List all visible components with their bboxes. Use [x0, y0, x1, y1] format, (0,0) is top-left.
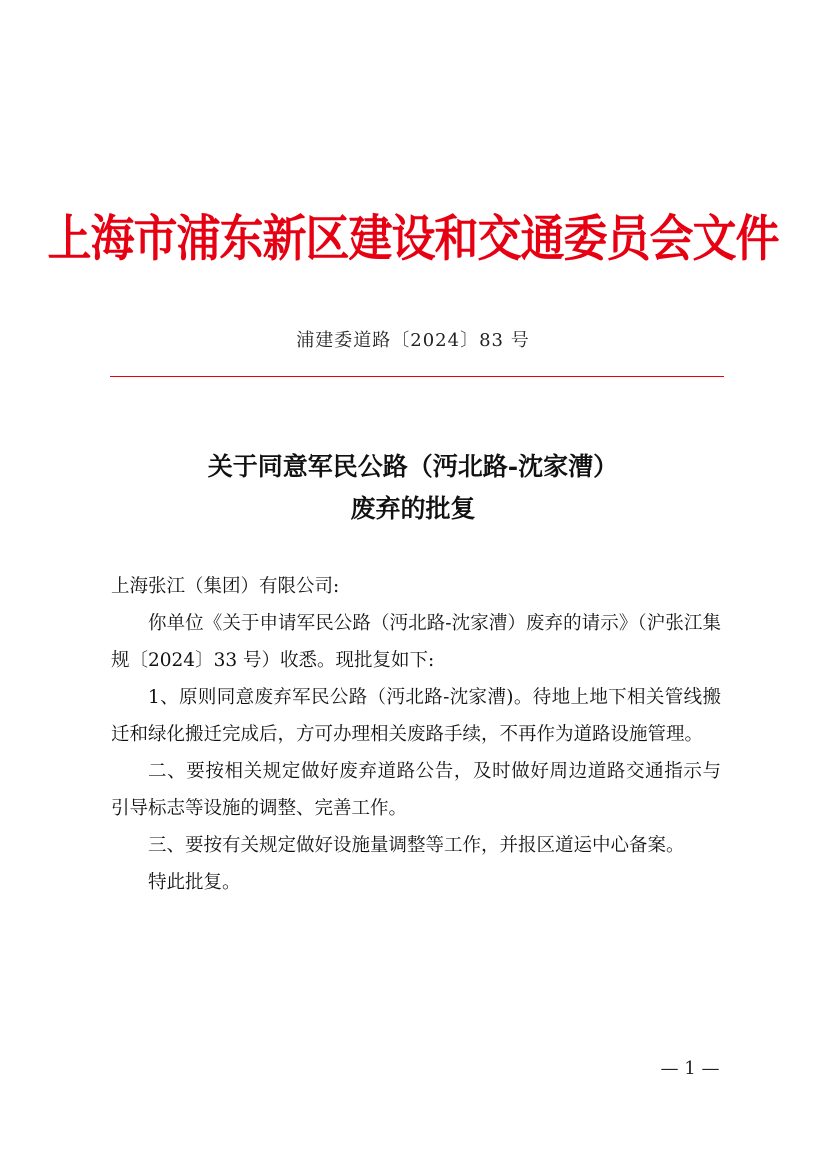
body-paragraph-item-1: 1、原则同意废弃军民公路（沔北路-沈家漕)。待地上地下相关管线搬迁和绿化搬迁完成后，方可办理相关废路手续，不再作为道路设施管理。 [111, 687, 721, 745]
addressee: 上海张江（集团）有限公司: [111, 576, 340, 597]
body-paragraph-item-2: 二、要按相关规定做好废弃道路公告，及时做好周边道路交通指示与引导标志等设施的调整、完善工作。 [111, 761, 721, 819]
red-divider-line [110, 376, 724, 377]
body-paragraph-intro: 你单位《关于申请军民公路（沔北路-沈家漕）废弃的请示》（沪张江集规〔2024〕33 号）收悉。现批复如下: [111, 613, 721, 671]
page-number: — 1 — [660, 1058, 720, 1079]
issuing-authority-title: 上海市浦东新区建设和交通委员会文件 [47, 210, 779, 268]
body-paragraph-closing: 特此批复。 [148, 872, 241, 893]
document-number: 浦建委道路〔2024〕83 号 [296, 330, 530, 351]
document-subject [0, 446, 826, 530]
subject-line-1: 关于同意军民公路（沔北路-沈家漕） [207, 452, 619, 481]
subject-line-2: 废弃的批复 [350, 494, 476, 523]
body-paragraph-item-3: 三、要按有关规定做好设施量调整等工作，并报区道运中心备案。 [148, 835, 685, 856]
document-body [111, 568, 721, 901]
